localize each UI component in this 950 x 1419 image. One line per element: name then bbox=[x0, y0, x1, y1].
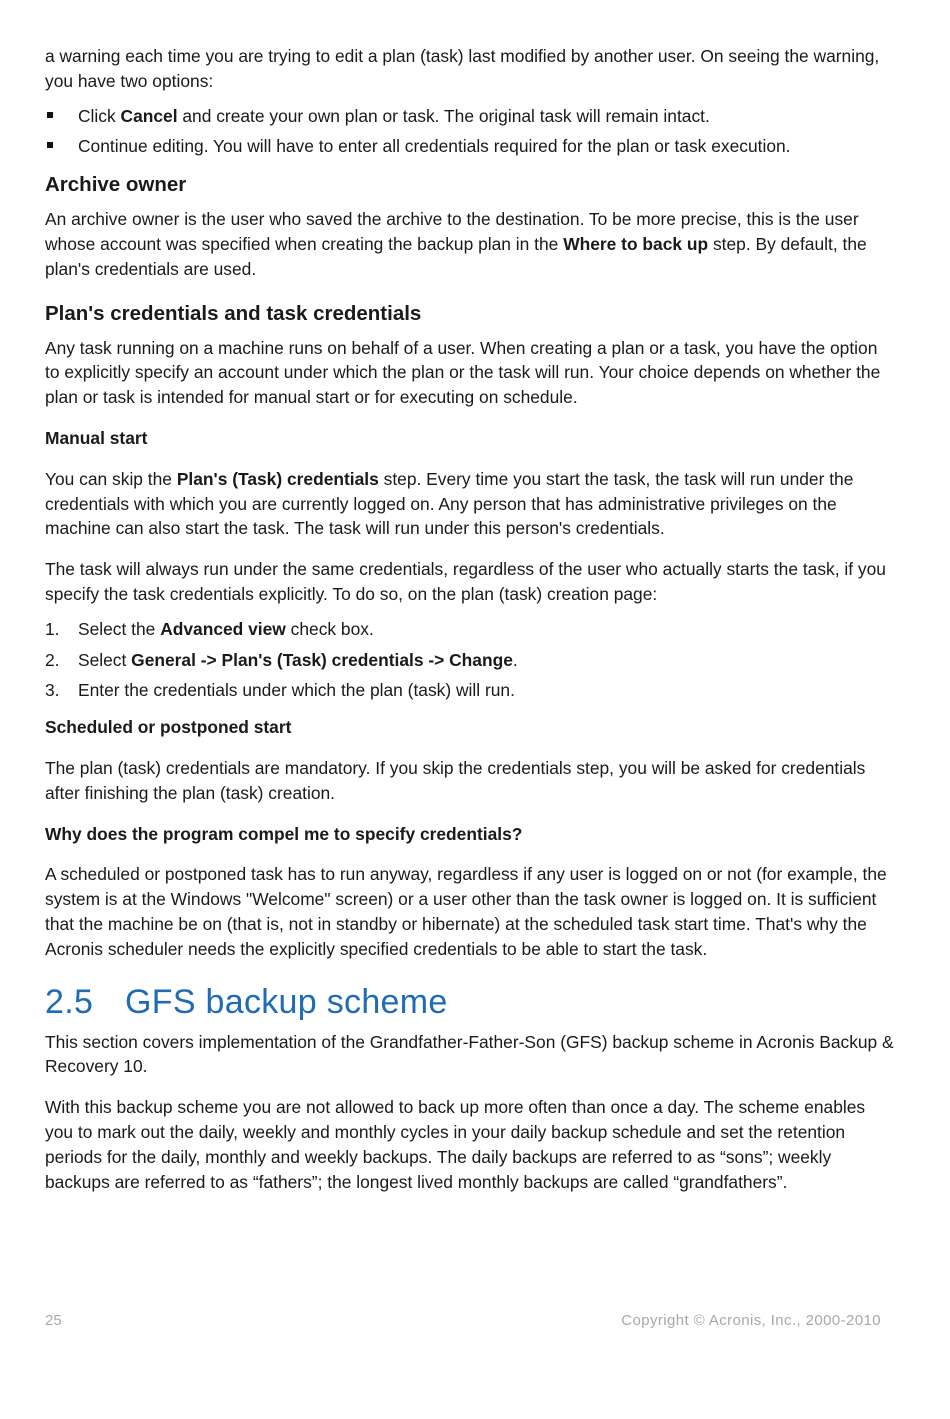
gfs-description-paragraph: With this backup scheme you are not allowed to back up more often than once a day. The scheme enables you to mark out the daily, weekly and monthly cycles in your daily backup schedule and set the retention periods for the daily, monthly and weekly backups. The daily backups are referred to as “sons”; weekly backups are referred to as “fathers”; the longest lived monthly backups are called “grandfathers”. bbox=[45, 1097, 866, 1192]
list-item: Click Cancel and create your own plan or task. The original task will remain intact. bbox=[45, 104, 895, 129]
why-credentials-paragraph: A scheduled or postponed task has to run anyway, regardless if any user is logged on or not (for example, the system is at the Windows "Welcome" screen) or a user other than the task owner is logged on. It is sufficient that the machine be on (that is, not in standby or hibernate) at the scheduled task start time. That's why the Acronis scheduler needs the explicitly specified credentials to be able to start the task. bbox=[45, 864, 887, 959]
list-item: 2. Select General -> Plan's (Task) credentials -> Change. bbox=[45, 649, 518, 670]
archive-owner-heading: Archive owner bbox=[45, 173, 187, 197]
intro-paragraph: a warning each time you are trying to edit a plan (task) last modified by another user. On seeing the warning, you have two options: bbox=[45, 46, 880, 91]
archive-owner-paragraph: An archive owner is the user who saved the archive to the destination. To be more precise, this is the user whose account was specified when creating the backup plan in the Where to back up step. By default, the plan's credentials are used. bbox=[45, 209, 867, 279]
manual-start-paragraph: You can skip the Plan's (Task) credentials step. Every time you start the task, the task will run under the credentials with which you are currently logged on. Any person that has administrative privileges on the machine can also start the task. The task will run under this person's credentials. bbox=[45, 468, 854, 539]
manual-start-heading: Manual start bbox=[45, 427, 148, 448]
document-page bbox=[45, 44, 895, 1194]
page-number: 25 bbox=[45, 1312, 62, 1329]
explicit-credentials-paragraph: The task will always run under the same credentials, regardless of the user who actually starts the task, if you specify the task credentials explicitly. To do so, on the plan (task) creation page: bbox=[45, 559, 886, 604]
steps-list bbox=[45, 617, 895, 703]
list-item: 1. Select the Advanced view check box. bbox=[45, 618, 374, 639]
credentials-heading: Plan's credentials and task credentials bbox=[45, 301, 422, 325]
options-list bbox=[45, 104, 895, 160]
credentials-paragraph: Any task running on a machine runs on behalf of a user. When creating a plan or a task, you have the option to explicitly specify an account under which the plan or the task will run. Your choice depends on whether the plan or task is intended for manual start or for executing on schedule. bbox=[45, 337, 881, 408]
section-title: GFS backup scheme bbox=[125, 982, 448, 1021]
copyright-notice: Copyright © Acronis, Inc., 2000-2010 bbox=[621, 1312, 881, 1329]
bullet-square-icon bbox=[47, 142, 53, 148]
scheduled-start-heading: Scheduled or postponed start bbox=[45, 717, 292, 738]
section-heading bbox=[45, 980, 895, 1024]
scheduled-start-paragraph: The plan (task) credentials are mandatory. If you skip the credentials step, you will be asked for credentials after finishing the plan (task) creation. bbox=[45, 757, 866, 803]
section-number: 2.5 bbox=[45, 982, 94, 1021]
list-item: 3. Enter the credentials under which the plan (task) will run. bbox=[45, 680, 515, 701]
list-item: Continue editing. You will have to enter all credentials required for the plan or task execution. bbox=[45, 134, 895, 159]
gfs-intro-paragraph: This section covers implementation of the Grandfather-Father-Son (GFS) backup scheme in Acronis Backup & Recovery 10. bbox=[45, 1031, 894, 1077]
bullet-square-icon bbox=[47, 112, 53, 118]
why-credentials-heading: Why does the program compel me to specify credentials? bbox=[45, 823, 523, 844]
